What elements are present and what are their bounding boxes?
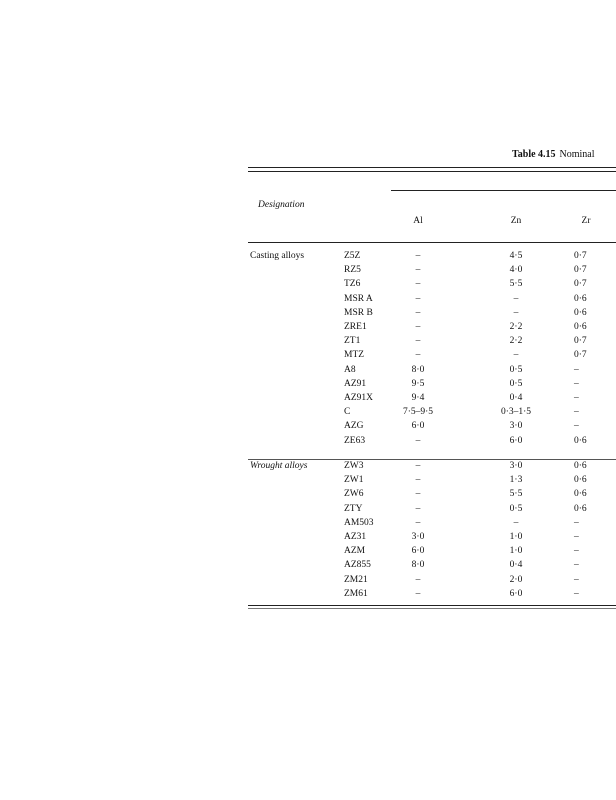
- table-row: [0, 308, 616, 321]
- header-al: Al: [413, 216, 423, 226]
- zr-cell: 0·6: [574, 322, 587, 332]
- header-designation: Designation: [258, 200, 305, 210]
- al-cell: 8·0: [411, 560, 425, 571]
- zn-cell: 2·0: [509, 574, 523, 585]
- zn-cell: –: [513, 517, 519, 528]
- designation-cell: AM503: [344, 517, 374, 528]
- zr-cell: 0·7: [574, 350, 587, 361]
- designation-cell: RZ5: [344, 265, 361, 276]
- al-cell: –: [415, 475, 421, 486]
- zr-cell: 0·7: [574, 336, 587, 347]
- zr-cell: 0·6: [574, 503, 587, 514]
- table-row: [0, 251, 616, 264]
- al-cell: –: [415, 574, 421, 585]
- zn-cell: 0·4: [509, 560, 523, 571]
- zn-cell: 4·0: [509, 265, 523, 276]
- designation-cell: ZT1: [344, 336, 361, 347]
- table-row: [0, 518, 616, 531]
- table-row: [0, 436, 616, 449]
- zn-cell: 0·5: [509, 503, 523, 514]
- al-cell: –: [415, 489, 421, 500]
- zr-cell: –: [574, 574, 579, 585]
- zn-cell: 4·5: [509, 251, 523, 261]
- zn-cell: 0·5: [509, 378, 523, 389]
- zr-cell: 0·6: [574, 475, 587, 486]
- designation-cell: ZW6: [344, 489, 364, 500]
- zn-cell: 5·5: [509, 279, 523, 290]
- al-cell: 8·0: [411, 364, 425, 375]
- table-row: [0, 489, 616, 502]
- zn-cell: –: [513, 293, 519, 304]
- al-cell: –: [415, 461, 421, 471]
- designation-cell: AZG: [344, 421, 364, 432]
- designation-cell: ZM61: [344, 588, 368, 599]
- designation-cell: ZW3: [344, 461, 364, 471]
- table-row: [0, 575, 616, 588]
- zr-cell: –: [574, 378, 579, 389]
- designation-cell: ZW1: [344, 475, 364, 486]
- table-row: [0, 279, 616, 292]
- zr-cell: 0·7: [574, 265, 587, 276]
- zr-cell: 0·6: [574, 461, 587, 471]
- designation-cell: AZ855: [344, 560, 371, 571]
- designation-cell: TZ6: [344, 279, 361, 290]
- designation-cell: ZTY: [344, 503, 363, 514]
- zn-cell: 3·0: [509, 461, 523, 471]
- group-label-wrought: Wrought alloys: [250, 461, 308, 471]
- zr-cell: 0·6: [574, 307, 587, 318]
- zr-cell: 0·6: [574, 435, 587, 446]
- table-row: [0, 421, 616, 434]
- table-row: [0, 294, 616, 307]
- table-row: [0, 475, 616, 488]
- designation-cell: MSR A: [344, 293, 373, 304]
- zr-cell: 0·7: [574, 279, 587, 290]
- designation-cell: MSR B: [344, 307, 373, 318]
- table-row: [0, 365, 616, 378]
- zr-cell: –: [574, 532, 579, 542]
- al-cell: –: [415, 265, 421, 276]
- zn-cell: –: [513, 350, 519, 361]
- al-cell: 9·5: [411, 378, 425, 389]
- al-cell: –: [415, 517, 421, 528]
- table-caption-text: Nominal: [559, 149, 595, 160]
- al-cell: 9·4: [411, 393, 425, 403]
- zn-cell: 0·4: [509, 393, 523, 403]
- header-zr: Zr: [581, 216, 591, 226]
- table-row: [0, 407, 616, 420]
- designation-cell: AZ31: [344, 532, 367, 542]
- al-cell: 3·0: [411, 532, 425, 542]
- al-cell: –: [415, 322, 421, 332]
- designation-cell: AZ91: [344, 378, 367, 389]
- zr-cell: –: [574, 560, 579, 571]
- zr-cell: –: [574, 393, 579, 403]
- al-cell: –: [415, 293, 421, 304]
- al-cell: –: [415, 503, 421, 514]
- zn-cell: 6·0: [509, 588, 523, 599]
- al-cell: –: [415, 307, 421, 318]
- zn-cell: 3·0: [509, 421, 523, 432]
- table-row: [0, 379, 616, 392]
- zr-cell: –: [574, 588, 579, 599]
- table-row: [0, 532, 616, 545]
- zn-cell: 1·0: [509, 532, 523, 542]
- table-row: [0, 322, 616, 335]
- al-cell: –: [415, 588, 421, 599]
- zn-cell: 0·3–1·5: [500, 407, 532, 418]
- table-row: [0, 589, 616, 602]
- designation-cell: ZRE1: [344, 322, 367, 332]
- designation-cell: Z5Z: [344, 251, 361, 261]
- zn-cell: 1·0: [509, 546, 523, 557]
- zn-cell: –: [513, 307, 519, 318]
- table-row: [0, 336, 616, 349]
- al-cell: 6·0: [411, 421, 425, 432]
- zr-cell: 0·6: [574, 489, 587, 500]
- group-label-casting: Casting alloys: [250, 251, 305, 261]
- al-cell: –: [415, 279, 421, 290]
- al-cell: –: [415, 336, 421, 347]
- zn-cell: 5·5: [509, 489, 523, 500]
- table-row: [0, 461, 616, 474]
- zr-cell: –: [574, 421, 579, 432]
- table-row: [0, 393, 616, 406]
- designation-cell: AZM: [344, 546, 366, 557]
- designation-cell: AZ91X: [344, 393, 374, 403]
- zn-cell: 2·2: [509, 336, 523, 347]
- zr-cell: –: [574, 364, 579, 375]
- designation-cell: ZM21: [344, 574, 368, 585]
- al-cell: –: [415, 350, 421, 361]
- table-row: [0, 265, 616, 278]
- table-row: [0, 546, 616, 559]
- zn-cell: 6·0: [509, 435, 523, 446]
- zr-cell: –: [574, 546, 579, 557]
- zr-cell: 0·7: [574, 251, 587, 261]
- al-cell: –: [415, 251, 421, 261]
- designation-cell: C: [344, 407, 351, 418]
- table-caption-label: Table 4.15: [512, 149, 556, 160]
- zr-cell: 0·6: [574, 293, 587, 304]
- zn-cell: 1·3: [509, 475, 523, 486]
- zr-cell: –: [574, 517, 579, 528]
- zn-cell: 0·5: [509, 364, 523, 375]
- table-row: [0, 350, 616, 363]
- zn-cell: 2·2: [509, 322, 523, 332]
- header-zn: Zn: [510, 216, 522, 226]
- al-cell: 7·5–9·5: [402, 407, 434, 418]
- designation-cell: A8: [344, 364, 356, 375]
- zr-cell: –: [574, 407, 579, 418]
- al-cell: 6·0: [411, 546, 425, 557]
- table-row: [0, 560, 616, 573]
- table-row: [0, 504, 616, 517]
- designation-cell: MTZ: [344, 350, 365, 361]
- al-cell: –: [415, 435, 421, 446]
- designation-cell: ZE63: [344, 435, 366, 446]
